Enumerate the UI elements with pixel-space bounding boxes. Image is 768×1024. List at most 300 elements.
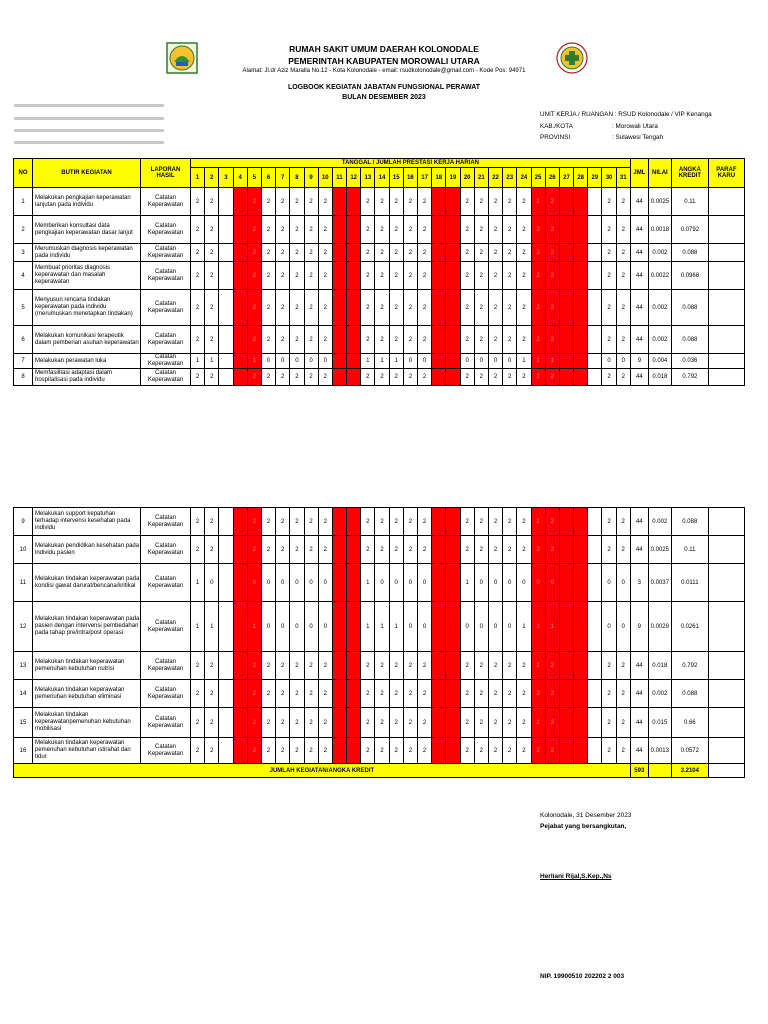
- day-cell: 0: [276, 354, 290, 369]
- day-cell: [233, 536, 247, 564]
- day-cell: 2: [545, 188, 559, 216]
- day-cell: 2: [191, 369, 205, 386]
- day-cell: 0: [403, 564, 417, 602]
- day-cell: [588, 354, 602, 369]
- day-cell: 2: [205, 290, 219, 326]
- day-cell: 2: [460, 738, 474, 764]
- row-butir: Memberikan konsultasi data pengkajian keperawatan dasar lanjut: [33, 216, 141, 244]
- day-header: 17: [418, 168, 432, 188]
- day-cell: 2: [418, 188, 432, 216]
- day-cell: 1: [247, 602, 261, 652]
- row-paraf: [708, 369, 744, 386]
- day-cell: 2: [488, 708, 502, 738]
- day-cell: 2: [403, 290, 417, 326]
- day-cell: 1: [531, 354, 545, 369]
- day-cell: 2: [261, 536, 275, 564]
- day-cell: [559, 326, 573, 354]
- day-header: 3: [219, 168, 233, 188]
- day-cell: 2: [602, 708, 616, 738]
- row-paraf: [708, 290, 744, 326]
- row-laporan: Catatan Keperawatan: [141, 536, 191, 564]
- day-cell: 2: [318, 244, 332, 262]
- row-nilai: 0.0013: [648, 738, 671, 764]
- row-laporan: Catatan Keperawatan: [141, 738, 191, 764]
- day-header: 31: [616, 168, 630, 188]
- day-cell: 2: [418, 738, 432, 764]
- day-header: 2: [205, 168, 219, 188]
- row-laporan: Catatan Keperawatan: [141, 602, 191, 652]
- day-cell: 2: [531, 508, 545, 536]
- day-cell: 2: [503, 536, 517, 564]
- row-no: 12: [14, 602, 33, 652]
- day-cell: 2: [503, 290, 517, 326]
- day-cell: 2: [403, 262, 417, 290]
- day-cell: [233, 738, 247, 764]
- row-angka-kredit: 0.088: [671, 290, 708, 326]
- row-jml: 9: [630, 354, 648, 369]
- day-cell: 2: [261, 290, 275, 326]
- day-cell: 2: [602, 369, 616, 386]
- day-cell: [446, 216, 460, 244]
- day-cell: [219, 738, 233, 764]
- logbook-title: LOGBOOK KEGIATAN JABATAN FUNGSIONAL PERAWAT: [287, 84, 481, 91]
- day-cell: 2: [304, 216, 318, 244]
- day-cell: [574, 188, 588, 216]
- row-nilai: 0.0022: [648, 262, 671, 290]
- day-cell: 2: [531, 536, 545, 564]
- day-cell: 2: [375, 262, 389, 290]
- day-cell: 2: [460, 262, 474, 290]
- day-cell: 0: [602, 354, 616, 369]
- day-cell: [347, 564, 361, 602]
- day-cell: [332, 652, 346, 680]
- day-cell: [332, 290, 346, 326]
- day-cell: 2: [517, 188, 531, 216]
- day-cell: [347, 602, 361, 652]
- day-cell: 2: [517, 738, 531, 764]
- day-cell: [588, 652, 602, 680]
- day-cell: [233, 564, 247, 602]
- day-cell: 2: [545, 326, 559, 354]
- day-cell: 0: [503, 354, 517, 369]
- row-jml: 44: [630, 326, 648, 354]
- day-cell: 2: [361, 369, 375, 386]
- day-cell: 2: [205, 652, 219, 680]
- row-nilai: 0.0018: [648, 216, 671, 244]
- day-cell: 2: [418, 652, 432, 680]
- row-jml: 44: [630, 216, 648, 244]
- day-cell: [233, 216, 247, 244]
- day-cell: [233, 262, 247, 290]
- day-cell: 2: [602, 216, 616, 244]
- day-cell: 2: [488, 738, 502, 764]
- day-cell: 2: [517, 290, 531, 326]
- day-cell: 2: [304, 680, 318, 708]
- table-row: [14, 680, 745, 708]
- logbook-table-page2: [13, 507, 745, 778]
- row-laporan: Catatan Keperawatan: [141, 244, 191, 262]
- row-angka-kredit: 0.0572: [671, 738, 708, 764]
- day-cell: [332, 326, 346, 354]
- day-cell: [588, 680, 602, 708]
- day-cell: 2: [488, 290, 502, 326]
- day-cell: 2: [318, 369, 332, 386]
- row-nilai: 0.0037: [648, 564, 671, 602]
- day-cell: 2: [474, 369, 488, 386]
- col-butir: BUTIR KEGIATAN: [33, 159, 141, 188]
- day-cell: [347, 290, 361, 326]
- day-cell: 2: [276, 652, 290, 680]
- day-cell: [219, 652, 233, 680]
- day-cell: 2: [247, 680, 261, 708]
- row-jml: 44: [630, 290, 648, 326]
- table-row: [14, 708, 745, 738]
- table-row: [14, 244, 745, 262]
- day-cell: [446, 536, 460, 564]
- day-cell: 2: [205, 262, 219, 290]
- day-cell: 2: [488, 216, 502, 244]
- day-cell: [588, 564, 602, 602]
- row-nilai: 0.002: [648, 244, 671, 262]
- day-cell: 2: [389, 508, 403, 536]
- day-cell: 2: [389, 262, 403, 290]
- day-cell: [432, 290, 446, 326]
- day-cell: 2: [304, 244, 318, 262]
- day-cell: 2: [545, 680, 559, 708]
- day-cell: 0: [276, 602, 290, 652]
- day-cell: 2: [403, 680, 417, 708]
- government-name: PEMERINTAH KABUPATEN MOROWALI UTARA: [288, 56, 480, 66]
- row-no: 6: [14, 326, 33, 354]
- day-cell: 2: [191, 290, 205, 326]
- day-cell: 1: [460, 564, 474, 602]
- row-angka-kredit: 0.792: [671, 652, 708, 680]
- row-angka-kredit: 0.088: [671, 244, 708, 262]
- day-cell: 1: [389, 602, 403, 652]
- day-cell: [219, 216, 233, 244]
- day-cell: [588, 369, 602, 386]
- day-cell: [574, 354, 588, 369]
- row-paraf: [708, 262, 744, 290]
- day-cell: 2: [545, 262, 559, 290]
- day-cell: [432, 508, 446, 536]
- day-cell: 2: [261, 738, 275, 764]
- day-cell: 2: [545, 708, 559, 738]
- day-cell: [332, 680, 346, 708]
- day-cell: [432, 262, 446, 290]
- row-butir: Melakukan pengkajian keperawatan lanjutan pada individu: [33, 188, 141, 216]
- day-cell: [446, 290, 460, 326]
- day-cell: 2: [503, 508, 517, 536]
- day-cell: 2: [191, 738, 205, 764]
- day-cell: 2: [531, 244, 545, 262]
- table-row: [14, 216, 745, 244]
- day-cell: 2: [488, 536, 502, 564]
- day-cell: 2: [418, 708, 432, 738]
- day-cell: [332, 708, 346, 738]
- day-cell: 0: [418, 354, 432, 369]
- day-cell: [574, 564, 588, 602]
- day-cell: 2: [616, 188, 630, 216]
- day-cell: 0: [261, 602, 275, 652]
- day-header: 12: [347, 168, 361, 188]
- day-cell: 2: [418, 216, 432, 244]
- day-cell: 2: [531, 708, 545, 738]
- day-cell: 2: [418, 508, 432, 536]
- day-cell: 2: [276, 262, 290, 290]
- day-cell: [446, 354, 460, 369]
- day-cell: [332, 536, 346, 564]
- day-cell: 2: [602, 652, 616, 680]
- day-cell: 2: [290, 652, 304, 680]
- day-cell: 2: [261, 369, 275, 386]
- day-cell: 2: [276, 536, 290, 564]
- row-paraf: [708, 564, 744, 602]
- day-cell: 2: [318, 262, 332, 290]
- row-angka-kredit: 0.11: [671, 188, 708, 216]
- day-cell: [432, 216, 446, 244]
- day-cell: [446, 564, 460, 602]
- day-cell: [347, 244, 361, 262]
- col-no: NO: [14, 159, 33, 188]
- day-cell: 0: [460, 354, 474, 369]
- day-cell: 2: [247, 508, 261, 536]
- row-paraf: [708, 354, 744, 369]
- row-laporan: Catatan Keperawatan: [141, 508, 191, 536]
- day-cell: [446, 262, 460, 290]
- day-cell: 2: [403, 216, 417, 244]
- day-cell: 2: [389, 652, 403, 680]
- day-cell: [446, 652, 460, 680]
- day-cell: 2: [375, 652, 389, 680]
- day-cell: [332, 188, 346, 216]
- day-cell: 2: [503, 216, 517, 244]
- day-cell: [432, 369, 446, 386]
- day-cell: 2: [389, 536, 403, 564]
- day-cell: 2: [290, 508, 304, 536]
- row-jml: 3: [630, 564, 648, 602]
- day-header: 29: [588, 168, 602, 188]
- table-row: [14, 188, 745, 216]
- day-cell: 2: [247, 369, 261, 386]
- row-paraf: [708, 326, 744, 354]
- day-cell: 2: [276, 216, 290, 244]
- day-cell: 2: [247, 708, 261, 738]
- row-jml: 9: [630, 602, 648, 652]
- row-laporan: Catatan Keperawatan: [141, 326, 191, 354]
- day-cell: [588, 738, 602, 764]
- day-cell: 1: [375, 602, 389, 652]
- table-row: [14, 738, 745, 764]
- day-cell: 2: [403, 708, 417, 738]
- day-cell: 2: [460, 369, 474, 386]
- day-cell: 2: [474, 290, 488, 326]
- day-cell: 2: [361, 188, 375, 216]
- day-cell: 0: [318, 354, 332, 369]
- day-cell: 2: [531, 290, 545, 326]
- footer-paraf-blank: [708, 764, 744, 778]
- day-cell: [233, 708, 247, 738]
- day-cell: 2: [375, 369, 389, 386]
- day-cell: 2: [304, 369, 318, 386]
- day-cell: 0: [403, 354, 417, 369]
- logbook-period: BULAN DESEMBER 2023: [342, 94, 426, 101]
- day-cell: 2: [261, 216, 275, 244]
- kab-value: : Morowali Utara: [612, 123, 658, 130]
- day-cell: 2: [304, 708, 318, 738]
- day-cell: 2: [418, 536, 432, 564]
- row-angka-kredit: 0.66: [671, 708, 708, 738]
- hospital-name: RUMAH SAKIT UMUM DAERAH KOLONODALE: [289, 44, 479, 54]
- row-butir: Melakukan tindakan keperawatan pemenuhan kebutuhan nutrisi: [33, 652, 141, 680]
- row-jml: 44: [630, 508, 648, 536]
- day-cell: 2: [474, 188, 488, 216]
- day-cell: 0: [460, 602, 474, 652]
- day-cell: 0: [290, 564, 304, 602]
- day-cell: [432, 326, 446, 354]
- day-cell: 2: [191, 326, 205, 354]
- day-cell: 2: [474, 244, 488, 262]
- row-butir: Melakukan tindakan keperawatan pemenuhan kebutuhan eliminasi: [33, 680, 141, 708]
- day-cell: 2: [403, 244, 417, 262]
- day-header: 24: [517, 168, 531, 188]
- day-cell: 2: [276, 708, 290, 738]
- row-angka-kredit: 0.792: [671, 369, 708, 386]
- day-cell: 0: [389, 564, 403, 602]
- day-cell: [332, 216, 346, 244]
- row-nilai: 0.0029: [648, 602, 671, 652]
- day-header: 7: [276, 168, 290, 188]
- day-cell: 2: [361, 326, 375, 354]
- table-row: [14, 508, 745, 536]
- day-cell: [233, 680, 247, 708]
- day-cell: 2: [261, 680, 275, 708]
- row-jml: 44: [630, 188, 648, 216]
- row-no: 8: [14, 369, 33, 386]
- day-cell: 1: [191, 602, 205, 652]
- day-cell: [588, 536, 602, 564]
- day-cell: 2: [545, 369, 559, 386]
- day-header: 4: [233, 168, 247, 188]
- day-cell: 2: [261, 244, 275, 262]
- day-cell: 2: [460, 290, 474, 326]
- day-cell: 2: [418, 262, 432, 290]
- row-angka-kredit: 0.0792: [671, 216, 708, 244]
- row-butir: Melakukan tindakan keperawatan pemenuhan kebutuhan istirahat dan tidur: [33, 738, 141, 764]
- day-cell: [219, 708, 233, 738]
- day-cell: 2: [517, 708, 531, 738]
- day-cell: 2: [290, 326, 304, 354]
- day-cell: [347, 708, 361, 738]
- row-no: 9: [14, 508, 33, 536]
- row-laporan: Catatan Keperawatan: [141, 369, 191, 386]
- day-cell: 2: [602, 326, 616, 354]
- day-cell: 2: [531, 216, 545, 244]
- day-cell: 2: [403, 326, 417, 354]
- day-header: 5: [247, 168, 261, 188]
- row-laporan: Catatan Keperawatan: [141, 262, 191, 290]
- day-cell: 2: [460, 708, 474, 738]
- day-cell: 2: [318, 652, 332, 680]
- day-header: 14: [375, 168, 389, 188]
- day-cell: [332, 508, 346, 536]
- day-cell: 2: [205, 508, 219, 536]
- day-cell: 2: [191, 188, 205, 216]
- day-cell: [219, 326, 233, 354]
- day-cell: 2: [361, 508, 375, 536]
- day-cell: 0: [616, 564, 630, 602]
- day-cell: [432, 602, 446, 652]
- day-header: 10: [318, 168, 332, 188]
- day-cell: [574, 290, 588, 326]
- row-butir: Melakukan tindakan keperawatan pada pasien dengan intervensi pembedahan pada tahap pre/intra/post operasi: [33, 602, 141, 652]
- day-cell: [588, 290, 602, 326]
- day-cell: 2: [290, 369, 304, 386]
- row-no: 14: [14, 680, 33, 708]
- row-butir: Merumuskan diagnosis keperawatan pada individu: [33, 244, 141, 262]
- day-cell: [332, 564, 346, 602]
- day-cell: 2: [318, 188, 332, 216]
- day-header: 26: [545, 168, 559, 188]
- provinsi-row: [540, 134, 663, 141]
- day-cell: 2: [290, 262, 304, 290]
- row-butir: Menyusun rencana tindakan keperawatan pada individu (merumuskan menetapkan tindakan): [33, 290, 141, 326]
- day-cell: [574, 326, 588, 354]
- day-cell: 2: [474, 652, 488, 680]
- redacted-nip-line: [14, 117, 164, 120]
- day-cell: 1: [531, 602, 545, 652]
- day-cell: [332, 738, 346, 764]
- day-cell: 2: [503, 680, 517, 708]
- day-header: 21: [474, 168, 488, 188]
- day-cell: 2: [318, 508, 332, 536]
- day-cell: 2: [474, 326, 488, 354]
- day-header: 18: [432, 168, 446, 188]
- day-cell: 2: [361, 216, 375, 244]
- day-header: 1: [191, 168, 205, 188]
- day-cell: 2: [304, 290, 318, 326]
- day-cell: 0: [318, 602, 332, 652]
- day-cell: 2: [375, 244, 389, 262]
- day-cell: [332, 262, 346, 290]
- day-cell: 1: [375, 354, 389, 369]
- row-butir: Melakukan komunikasi terapeutik dalam pemberian asuhan keperawatan: [33, 326, 141, 354]
- day-cell: [588, 216, 602, 244]
- row-nilai: 0.018: [648, 652, 671, 680]
- day-cell: [347, 536, 361, 564]
- row-laporan: Catatan Keperawatan: [141, 564, 191, 602]
- day-cell: 0: [616, 602, 630, 652]
- day-header: 9: [304, 168, 318, 188]
- day-cell: [588, 326, 602, 354]
- day-cell: 1: [361, 564, 375, 602]
- day-cell: 2: [403, 508, 417, 536]
- day-cell: 2: [247, 738, 261, 764]
- day-cell: [219, 602, 233, 652]
- day-cell: 2: [460, 536, 474, 564]
- day-cell: 2: [361, 290, 375, 326]
- day-cell: 2: [304, 326, 318, 354]
- day-cell: 2: [418, 680, 432, 708]
- day-cell: 2: [247, 188, 261, 216]
- day-cell: [219, 369, 233, 386]
- day-cell: 2: [474, 536, 488, 564]
- day-cell: [574, 738, 588, 764]
- unit-kerja: UNIT KERJA / RUANGAN : RSUD Kolonodale / VIP Kenanga: [540, 111, 712, 118]
- day-cell: 2: [261, 326, 275, 354]
- day-cell: 2: [602, 290, 616, 326]
- day-header: 13: [361, 168, 375, 188]
